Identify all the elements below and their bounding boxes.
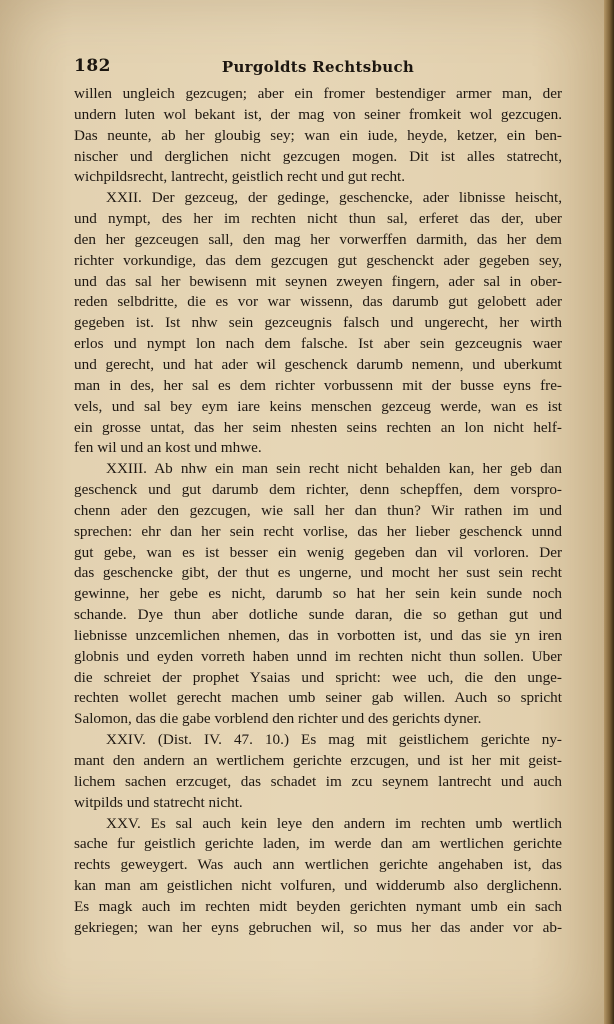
text-line: die schreiet der prophet Ysaias und spricht: wee uch, die den unge- bbox=[74, 668, 562, 686]
page-number: 182 bbox=[74, 56, 111, 76]
text-line: gegeben ist. Ist nhw sein gezceugnis falsch und ungerecht, her wirth bbox=[74, 314, 562, 332]
text-line: richter vorkundige, das dem gezcugen gut geschenckt ader gegeben sey, bbox=[74, 251, 562, 269]
text-line: das geschencke gibt, der thut es ungerne, und mocht her sust sein recht bbox=[74, 564, 562, 582]
text-line: Es magk auch im rechten midt beyden gerichten nymant umb ein sach bbox=[74, 897, 562, 915]
text-line: gut gebe, wan es ist besser ein wenig gegeben dan vil vorloren. Der bbox=[74, 543, 562, 561]
text-line: nischer und derglichen nicht gezcugen mogen. Dit ist alles statrecht, bbox=[74, 147, 562, 165]
text-line: Salomon, das die gabe vorblend den richter und des gerichts dyner. bbox=[74, 710, 482, 728]
text-line: rechts geweygert. Was auch ann wertlichen gerichte angehaben ist, das bbox=[74, 856, 562, 874]
text-line: undern luten wol bekant ist, der mag von seiner fromkeit wol gezcugen. bbox=[74, 105, 562, 123]
text-line: geschenck und gut darumb dem richter, denn schepffen, dem vorspro- bbox=[74, 481, 562, 499]
text-line: gewinne, her gebe es nicht, darumb so hat her sein kein sunde noch bbox=[74, 585, 562, 603]
running-title: Purgoldts Rechtsbuch bbox=[221, 58, 415, 76]
text-line: sprechen: ehr dan her sein recht vorlise, das her lieber geschenck unnd bbox=[74, 522, 562, 540]
text-line: XXIV. (Dist. IV. 47. 10.) Es mag mit geistlichem gerichte ny- bbox=[106, 731, 562, 749]
text-line: den her gezceugen sall, den mag her vorwerffen darmith, das her dem bbox=[74, 230, 562, 248]
text-line: man in des, her sal es dem richter vorbussenn mit der busse eyns fre- bbox=[74, 376, 562, 394]
text-line: globnis und eyden vorreth haben unnd im rechten nicht thun sollen. Uber bbox=[74, 647, 562, 665]
page-header bbox=[74, 52, 562, 80]
text-line: mant den andern an wertlichem gerichte erzcugen, und ist her mit geist- bbox=[74, 752, 562, 769]
text-line: XXII. Der gezceug, der gedinge, geschencke, ader libnisse heischt, bbox=[106, 189, 562, 207]
text-line: chenn ader den gezcugen, wie sall her dan thun? Wir rathen im und bbox=[74, 501, 562, 519]
text-line: witpilds und statrecht nicht. bbox=[74, 793, 243, 811]
text-line: sache fur geistlich gerichte laden, im werde dan am wertlichen gerichte bbox=[74, 835, 562, 853]
page-edge bbox=[604, 0, 614, 1024]
text-line: erlos und nympt lon nach dem falsche. Ist aber sein gezceugnis waer bbox=[74, 335, 562, 353]
text-line: Das neunte, ab her gloubig sey; wan ein iude, heyde, ketzer, ein ben- bbox=[74, 126, 562, 144]
text-line: reden selbdritte, die es vor war wissenn, das darumb gut gelobett ader bbox=[74, 293, 562, 311]
text-line: lichem sachen erzcuget, das schadet im zcu seynem lantrecht und auch bbox=[74, 772, 562, 790]
text-line: und gerecht, und hat ader wil geschenck darumb nemenn, und uberkumt bbox=[74, 355, 562, 373]
body-text bbox=[74, 84, 562, 939]
text-line: und nympt, des her im rechten nicht thun sal, erferet das der, uber bbox=[74, 210, 562, 228]
text-line: gekriegen; wan her eyns gebruchen wil, so mus her das ander vor ab- bbox=[74, 918, 562, 936]
text-line: rechten wollet gerecht machen umb seiner gab willen. Auch so spricht bbox=[74, 689, 562, 707]
text-line: willen ungleich gezcugen; aber ein fromer bestendiger armer man, der bbox=[74, 85, 562, 102]
text-line: ein grosse untat, das her seim nhesten seins rechten an lon nicht helf- bbox=[74, 418, 562, 436]
text-line: schande. Dye thun aber dotliche sunde daran, die so gethan gut und bbox=[74, 606, 562, 624]
text-line: kan man am geistlichen nicht volfuren, und widderumb also derglichenn. bbox=[74, 877, 562, 895]
text-line: XXV. Es sal auch kein leye den andern im rechten umb wertlich bbox=[106, 814, 562, 832]
text-line: und das sal her bewisenn mit seynen zweyen fingern, ader sal in ober- bbox=[74, 272, 562, 290]
text-line: vels, und sal bey eym iare keins menschen gezceug werde, wan es ist bbox=[74, 397, 562, 415]
text-line: liebnisse unzcemlichen nhemen, das in vorbotten ist, und das sie yn iren bbox=[74, 626, 562, 644]
text-line: wichpildsrecht, lantrecht, geistlich recht und gut recht. bbox=[74, 168, 406, 186]
text-line: fen wil und an kost und mhwe. bbox=[74, 439, 262, 457]
text-line: XXIII. Ab nhw ein man sein recht nicht behalden kan, her geb dan bbox=[106, 460, 562, 478]
